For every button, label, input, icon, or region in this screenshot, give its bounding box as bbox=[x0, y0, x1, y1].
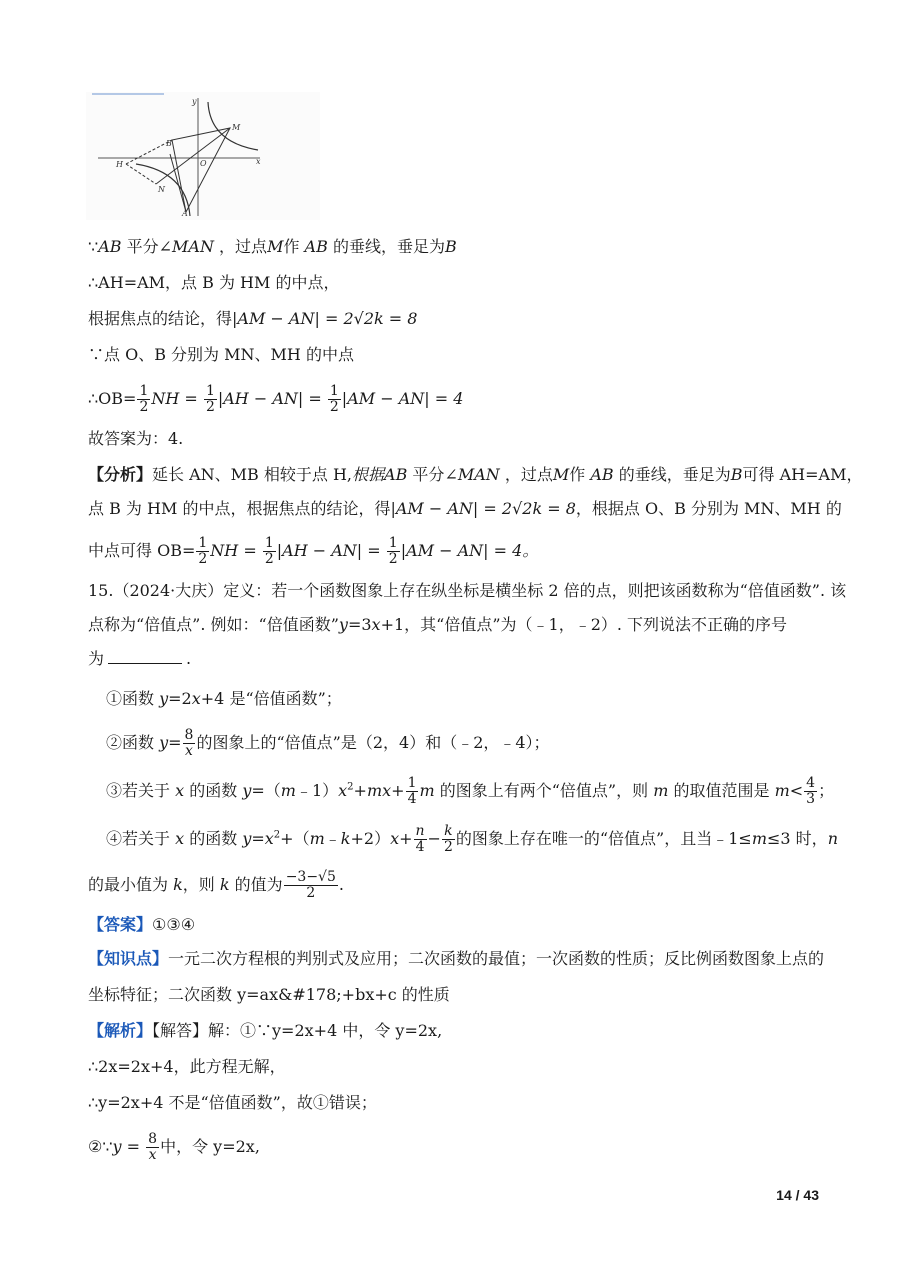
explain-line-2: ∴2x=2x+4，此方程无解， bbox=[88, 1057, 286, 1076]
label-o: O bbox=[200, 159, 207, 168]
explain-line-4: ②∵y = $\frac{8}{x}$ 中，令 y=2x, bbox=[88, 1131, 260, 1163]
solution-line-5: ∴OB= $\frac{1}{2}$ NH = $\frac{1}{2}$ |AH − AN| = $\frac{1}{2}$ |AM − AN| = 4 bbox=[88, 383, 464, 415]
label-h: H bbox=[116, 160, 123, 169]
problem-line-3: 为 . bbox=[88, 649, 192, 668]
knowledge-tag: 【知识点】 bbox=[88, 949, 169, 968]
solution-line-2: ∴AH=AM，点 B 为 HM 的中点， bbox=[88, 273, 340, 292]
option-1: ①函数 y=2x+4 是“倍值函数”； bbox=[106, 689, 342, 708]
knowledge-line-1: 【知识点】一元二次方程根的判别式及应用；二次函数的最值；一次函数的性质；反比例函数图象上点的 bbox=[88, 949, 825, 968]
solution-answer-line: 故答案为：4. bbox=[88, 429, 184, 448]
solution-line-1: ∵AB 平分∠MAN ，过点M作 AB 的垂线，垂足为B bbox=[88, 237, 457, 256]
explain-line-1: 【解析】【解答】解：①∵y=2x+4 中，令 y=2x, bbox=[88, 1021, 443, 1040]
geometry-figure bbox=[86, 92, 320, 220]
option-4: ④若关于 x 的函数 $y=x^2+(m﹣k+2)x+$ $\frac{n}{4}$ − $\frac{k}{2}$ 的图象上存在唯一的“倍值点”，且当﹣1≤m≤3 时，n bbox=[106, 823, 838, 855]
label-x: x bbox=[256, 157, 261, 166]
analysis-line-2: 点 B 为 HM 的中点，根据焦点的结论，得|AM − AN| = 2√2k = 8，根据点 O、B 分别为 MN、MH 的 bbox=[88, 499, 842, 518]
answer-line bbox=[88, 914, 195, 936]
hyperbola-diagram bbox=[86, 92, 320, 220]
solution-line-3: 根据焦点的结论，得|AM − AN| = 2√2k = 8 bbox=[88, 309, 418, 328]
page-number: 14 / 43 bbox=[776, 1187, 819, 1203]
problem-line-2: 点称为“倍值点”. 例如：“倍值函数”y=3x+1，其“倍值点”为（﹣1，﹣2）. 下列说法不正确的序号 bbox=[88, 615, 788, 634]
answer-value: ①③④ bbox=[152, 915, 196, 934]
problem-line-1: 15.（2024·大庆）定义：若一个函数图象上存在纵坐标是横坐标 2 倍的点，则把该函数称为“倍值函数”. 该 bbox=[88, 581, 847, 600]
solution-line-4: ∵点 O、B 分别为 MN、MH 的中点 bbox=[88, 345, 354, 364]
answer-tag: 【答案】 bbox=[88, 915, 153, 934]
explain-line-3: ∴y=2x+4 不是“倍值函数”，故①错误； bbox=[88, 1093, 377, 1112]
label-m: M bbox=[232, 123, 241, 132]
option-3: ③若关于 x 的函数 $y=(m﹣1)x^2+mx+$ $\frac{1}{4}$ m 的图象上有两个“倍值点”，则 m 的取值范围是 m< $\frac{4}{3}$ ； bbox=[106, 775, 835, 807]
label-n: N bbox=[158, 185, 165, 194]
explain-tag: 【解析】 bbox=[88, 1021, 153, 1040]
label-y: y bbox=[192, 97, 197, 106]
label-a: A bbox=[182, 209, 188, 218]
answer-blank bbox=[108, 649, 182, 664]
option-2: ②函数 y= $\frac{8}{x}$ 的图象上的“倍值点”是（2，4）和（﹣2，﹣4）； bbox=[106, 727, 550, 759]
knowledge-line-2: 坐标特征；二次函数 y=ax&#178;+bx+c 的性质 bbox=[88, 985, 450, 1004]
option-4-continued: 的最小值为 k，则 k 的值为 $\frac{-3-√5}{2}$ . bbox=[88, 869, 344, 901]
label-b: B bbox=[166, 139, 172, 148]
analysis-line-3: 中点可得 OB= $\frac{1}{2}$ NH = $\frac{1}{2}$ |AH − AN| = $\frac{1}{2}$ |AM − AN| = 4。 bbox=[88, 535, 539, 567]
analysis-line-1: 【分析】延长 AN、MB 相较于点 H,根据AB 平分∠MAN ，过点M作 AB 的垂线，垂足为B可得 AH=AM， bbox=[88, 465, 863, 484]
